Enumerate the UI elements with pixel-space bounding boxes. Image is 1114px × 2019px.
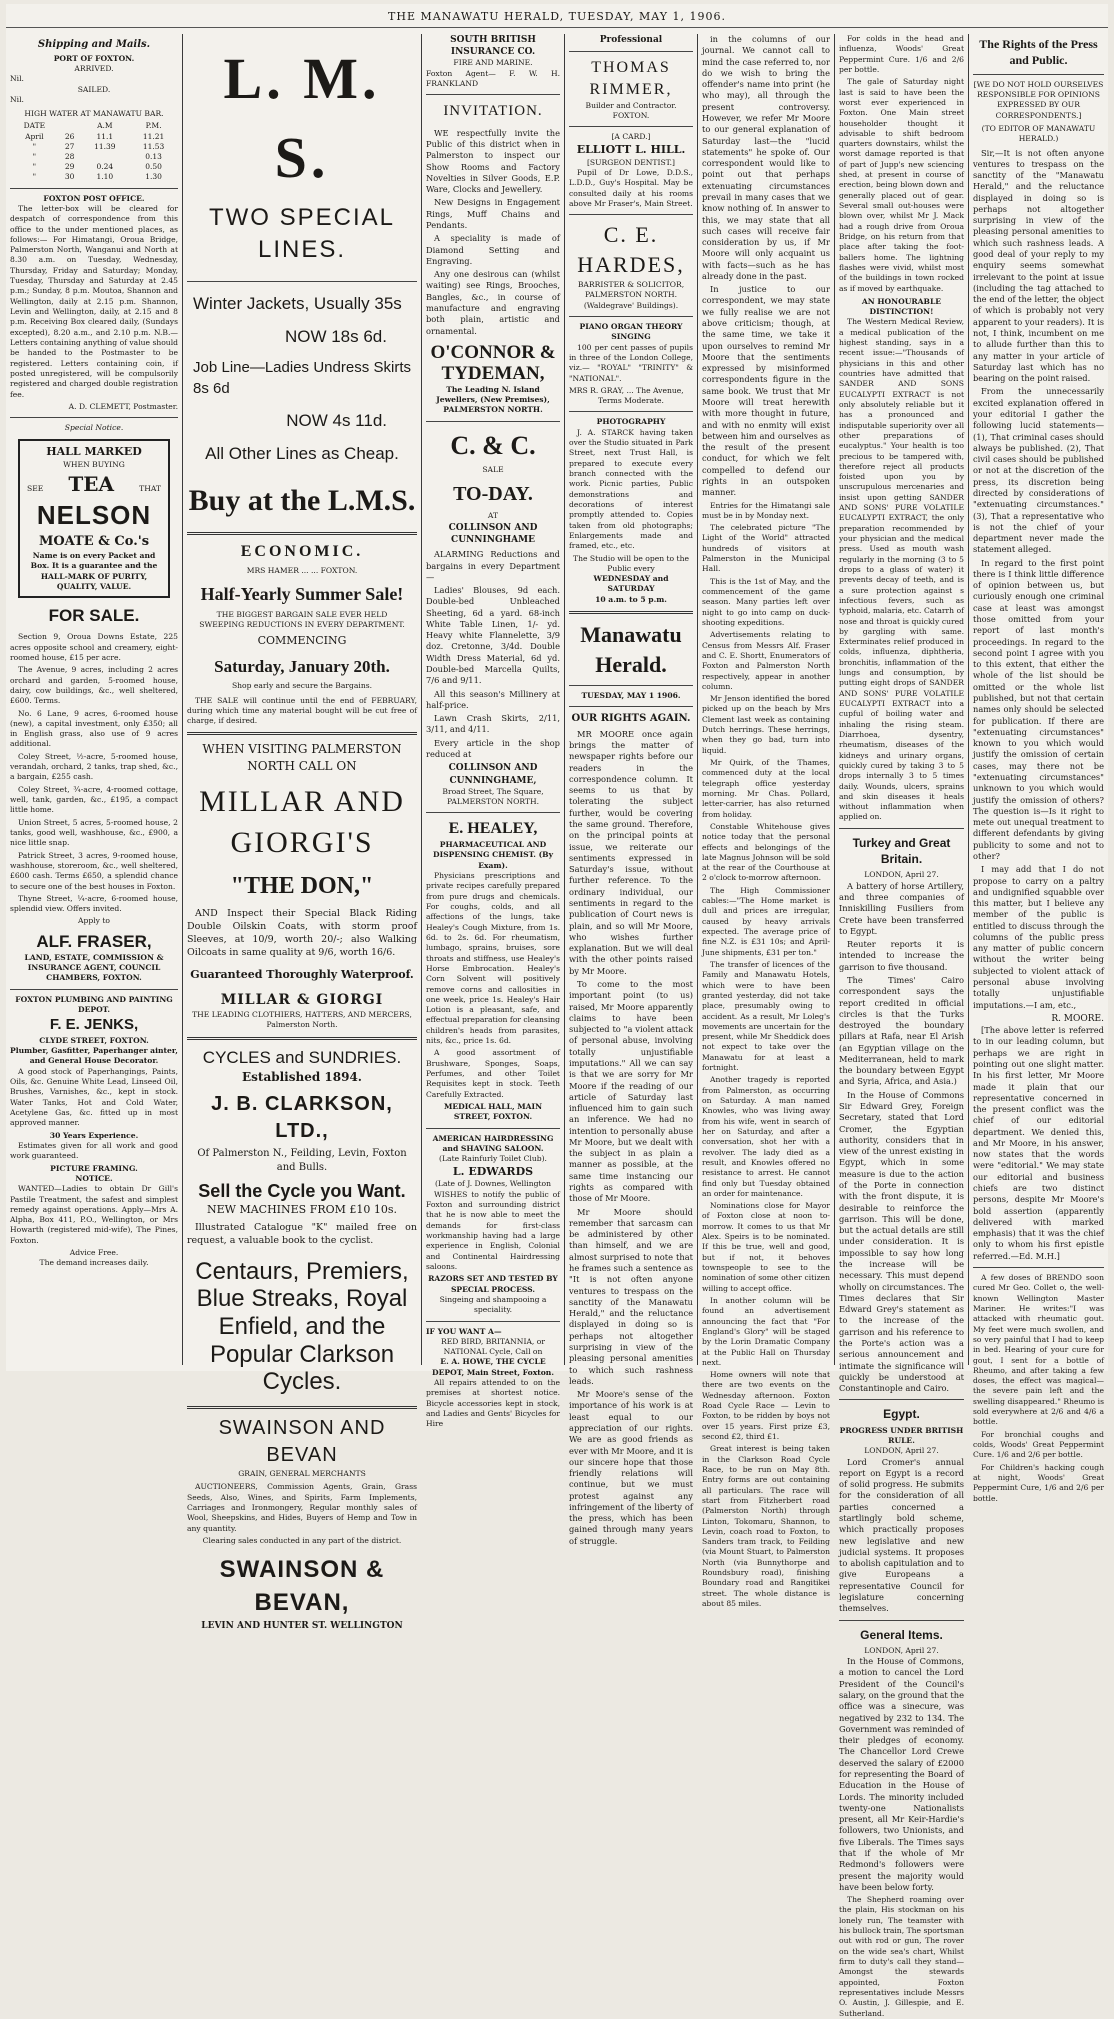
- news-paragraph: Constable Whitehouse gives notice today that the personal effects and belongings of the late Magnus Johnson will be sold at the rear of the Courthouse at 2 o'clock to-morrow afternoon.: [702, 821, 830, 883]
- editorial-paragraph: Mr Moore should remember that sarcasm can be administered by other than himself, and we are almost surprised to note that he frames such a sentence as "It is not often anyone ventures to trespass on the sanctity of the Manawatu Herald," and the reluctance displayed in doing so is perhaps not altogether surprising in view of the pleasing personal amenities to which such rashness leads.: [569, 1206, 693, 1386]
- tide-cell: 11.53: [142, 141, 165, 151]
- tide-cell: 26: [64, 131, 75, 141]
- healey-name: E. HEALEY,: [448, 820, 538, 838]
- column-local-news: [698, 34, 834, 1609]
- waterproof: Guaranteed Thoroughly Waterproof.: [190, 967, 414, 981]
- divider: [569, 214, 693, 215]
- jackets-line: Winter Jackets, Usually 35s: [193, 294, 402, 313]
- divider: [839, 1620, 964, 1621]
- divider: [187, 281, 417, 282]
- tide-header-cell: [59, 121, 81, 131]
- hamer-line: MRS HAMER ... ... FOXTON.: [246, 565, 358, 575]
- column-correspondence: [969, 34, 1108, 1503]
- mg-address: Palmerston North.: [266, 1020, 338, 1030]
- tide-cell: 30: [64, 172, 75, 182]
- news-paragraph: The transfer of licences of the Family and Manawatu Hotels, which were to have been granted yesterday, did not take place, presumably owing to accident. As a result, Mr Loleg's movements are uncertain for the present, while Mr Sheddick does not expect to take over the Manawatu for at least a fortnight.: [702, 959, 830, 1073]
- new-designs: New Designs in Engagement Rings, Muff Chains and Pendants.: [426, 197, 560, 231]
- jackets-price: NOW 18s 6d.: [284, 327, 387, 347]
- masthead: [6, 6, 1108, 28]
- any-one: Any one desirous can (whilst waiting) see Rings, Brooches, Bangles, &c., in course of manufacture and engraving both plain, artistic and ornamental.: [426, 269, 560, 336]
- general-paragraph: In the House of Commons, a motion to cancel the Lord President of the Council's salary, on the ground that the office was a sinecure, was negatived by 232 to 134. The Government was reminded of their pledges of economy. The Chancellor Lord Crewe deserved the salary of £2000 for representing the Board of Education in the House of Lords. The minority included twenty-one Nationalists present, all Mr Keir-Hardie's followers, two Unionists, and five Liberals. The Times says that if the whole of Mr Redmond's followers were present the majority would have been below forty.: [839, 1656, 964, 1892]
- jenks-name: F. E. JENKS,: [49, 1016, 139, 1034]
- column-jewellers-and-chemist: [422, 34, 564, 1429]
- other-lines: All Other Lines as Cheap.: [205, 444, 399, 464]
- sale-item: Union Street, 5 acres, 5-roomed house, 2 tanks, good well, washhouse, &c., £900, a nice little snap.: [10, 817, 178, 848]
- swainson-subtitle: GRAIN, GENERAL MERCHANTS: [238, 1469, 366, 1479]
- nelson-tea-line: [23, 471, 165, 498]
- invitation-text: WE respectfully invite the Public of this district when in Palmerston to inspect our Show Rooms and Factory Novelties in Silver Goods, E.P. Ware, Clocks and Jewellery.: [426, 127, 560, 195]
- tide-row: [10, 162, 178, 172]
- job-line: Job Line—Ladies Undress Skirts 8s 6d: [193, 359, 411, 397]
- news-paragraph: in the columns of our journal. We cannot call to mind the case referred to, nor do we wish to bring the offender's name into print (he who may), all through the present controversy. However, we refer Mr Moore to our general explanation of Saturday last—the "lucid statements" he spoke of. Our correspondent would like to point out that perhaps extenuating circumstances prevail in many cases that we know nothing of. In answer to this, we may state that all such cases will receive fair consideration by us, if Mr Moore will only acquaint us with facts—such as he has already done in the past.: [702, 34, 830, 281]
- medical-hall: MEDICAL HALL, MAIN STREET, FOXTON.: [443, 1101, 543, 1122]
- news-paragraph: In justice to our correspondent, we may state we fully realise we are not above criticism; though, at the same time, we take it upon ourselves to remind Mr Moore that the sentiments expressed by misinformed correspondents figure in the same book. We trust that Mr Moore will treat herewith with more thought in future, and with no enmity will exist between him and ourselves as the result of the present conduct, for which we felt compelled to defend our rights in an outspoken manner.: [702, 284, 830, 498]
- special-notice: Special Notice.: [64, 423, 124, 433]
- repairs: All repairs attended to on the premises at shortest notice. Bicycle accessories kept in stock, and Ladies and Gents' Bicycles for Hire: [426, 1378, 560, 1429]
- rimmer-address: FOXTON.: [612, 111, 650, 121]
- nelson-small: Name is on every Packet and Box. It is a guarantee and the HALL-MARK OF PURITY, QUALITY, VALUE.: [30, 550, 158, 591]
- general-paragraph: The Shepherd roaming over the plain, His stockman on his lonely run, The teamster with his bullock train, The sportsman out with rod or gun, The rover on the wide sea's chart, Whilst firm to duty's call they stand—Amongst the stewards appointed, Foxton representatives include Messrs O. Austin, J. Gillespie, and E. Sutherland.: [839, 1895, 964, 2018]
- tide-row: [10, 152, 178, 162]
- letter-paragraph: From the unnecessarily excited explanation offered in your editorial I gather the following lucid statements—(1), That criminal cases should always be published. (2), That civil cases should be published or not at the discretion of the press, its discretion being directed by considerations of "extenuating circumstances." (3), That a representative who is not the chief of your department never made the statement alleged.: [973, 386, 1104, 555]
- divider: [10, 417, 178, 418]
- editor-note: [The above letter is referred to in our leading column, but perhaps we are right in pointing out one slight matter. In his first letter, Mr Moore made it plain that our representative concerned in the present conflict was the chief of our editorial department. We denied this, and Mr Moore, in his answer, now states that the words were "editorial." We may state our editorial and business chiefs are two distinct persons, despite Mr Moore's bold assertion (apparently delivered with marked emphasis) that it was the chief only to whom his first epistle referred.—Ed. M.H.]: [973, 1025, 1104, 1261]
- news-paragraph: The High Commissioner cables:—"The Home market is dull and prices are irregular, caused by heavy arrivals expected. The average price of fine N.Z. is £31 10s; and April-June shipments, £31 per ton.": [702, 885, 830, 957]
- divider: [569, 685, 693, 686]
- sbi-heading: SOUTH BRITISH INSURANCE CO.: [450, 35, 536, 58]
- hairdressing-heading: AMERICAN HAIRDRESSING and SHAVING SALOON.: [432, 1133, 554, 1153]
- cc-title: C. & C.: [450, 430, 536, 460]
- tide-cell: 28: [64, 152, 75, 162]
- cc-name: COLLINSON AND CUNNINGHAME: [448, 522, 538, 545]
- dentist-label: [SURGEON DENTIST.]: [586, 157, 676, 167]
- for-sale-heading: FOR SALE.: [48, 606, 140, 626]
- divider: [10, 188, 178, 189]
- sale-item: Coley Street, ½-acre, 5-roomed house, verandah, orchard, 2 tanks, trap shed, &c., a bargain, £255 cash.: [10, 751, 178, 782]
- professional-heading: Professional: [599, 35, 663, 45]
- rimmer-subtitle: Builder and Contractor.: [585, 100, 677, 110]
- jenks-address: CLYDE STREET, FOXTON.: [39, 1035, 149, 1045]
- sale-item: Patrick Street, 3 acres, 9-roomed house, washhouse, storeroom, &c., well sheltered, £600 cash. Terms £650, a splendid chance to secure one of the best houses in Foxton.: [10, 850, 178, 891]
- don-text: AND Inspect their Special Black Riding Double Oilskin Coats, with storm proof Sleeves, at 10/9, worth 20/-; also Walking Oilcoats in same quality at 9/6, worth 16/6.: [187, 908, 417, 959]
- divider: [187, 732, 417, 735]
- studio-days: WEDNESDAY and SATURDAY: [593, 574, 669, 594]
- disclaimer: [WE DO NOT HOLD OURSELVES RESPONSIBLE FOR OPINIONS EXPRESSED BY OUR CORRESPONDENTS.]: [973, 79, 1104, 120]
- hardes-subtitle: BARRISTER & SOLICITOR, PALMERSTON NORTH.: [577, 280, 685, 300]
- tide-header-row: [10, 121, 178, 131]
- postmaster: A. D. CLEMETT, Postmaster.: [68, 401, 178, 411]
- invitation-heading: INVITATION.: [443, 103, 543, 120]
- lms-subtitle: TWO SPECIAL LINES.: [208, 203, 396, 264]
- tide-cell: 0.24: [96, 162, 114, 172]
- correspondence-title: The Rights of the Press and Public.: [979, 37, 1098, 68]
- cc-items: Ladies' Blouses, 9d each. Double-bed Unbleached Sheeting, 6d a yard. 68-inch White Table Linen, 1/- yd. Heavy white Flannelette, 3/9 doz. Cretonne, 3/4d. Double Width Dress Material, 6d yd. Double-bed Marcella Quilts, 7/6 and 9/11.: [426, 585, 560, 686]
- tide-cell: ": [32, 152, 37, 162]
- tide-cell: 1.30: [145, 172, 162, 182]
- nelson-moate: MOATE & Co.'s: [38, 534, 150, 550]
- divider: [973, 1267, 1104, 1268]
- news-paragraph: Advertisements relating to Census from Messrs Alf. Fraser and C. E. Shortt, Enumerators of Foxton and Palmerston North respectively, appear in another column.: [702, 630, 830, 691]
- cycle-brands-list: RED BIRD, BRITANNIA, or NATIONAL Cycle, Call on: [441, 1336, 545, 1357]
- cycle-brands: Centaurs, Premiers, Blue Streaks, Royal Enfield, and the Popular Clarkson Cycles.: [195, 1257, 409, 1396]
- mg-description: THE LEADING CLOTHIERS, HATTERS, AND MERCERS,: [192, 1009, 412, 1019]
- music-text: 100 per cent passes of pupils in three of the London College, viz.— "ROYAL" "TRINITY" & "NATIONAL".: [569, 342, 693, 383]
- news-paragraph: Great interest is being taken in the Clarkson Road Cycle Race, to be run on May 8th. Entry forms are out containing all particulars. The race will start from Fitzherbert road (Palmerston North) through Linton, Tokomaru, Shannon, to Levin, coach road to Foxton, to Sanders tram track, to Feilding (via Mount Stuart, to Palmerston North (via Bunnythorpe and Roundsbury road), finishing Boundary road and Rangitikei street. The whole distance is about 85 miles.: [702, 1444, 830, 1609]
- terms: Terms Moderate.: [598, 396, 664, 406]
- hairdressing-late: (Late Rainfurly Toilet Club).: [439, 1154, 547, 1164]
- shipping-heading: Shipping and Mails.: [37, 39, 151, 50]
- divider: [569, 316, 693, 317]
- nelson-hall: HALL MARKED: [46, 445, 142, 459]
- jenks-trade: Plumber, Gasfitter, Paperhanger ainter, and General House Decorator.: [10, 1046, 178, 1066]
- framing: PICTURE FRAMING.: [50, 1163, 138, 1173]
- editorial-paragraph: MR MOORE once again brings the matter of newspaper rights before our readers in the correspondence column. It seems to us that by tolerating the subject further, would be covering the same ground. Therefore, on the principal points at issue, we reiterate our sentiments expressed in Saturday's issue, without further reference. To the ordinary individual, our sentiments in regard to the publication of Court news is plain, and so will Mr Moore, who wishes further explanation. But we will deal with the other points raised by Mr Moore.: [569, 728, 693, 976]
- sailed-value: Nil.: [10, 94, 24, 104]
- apply-label: Apply to: [78, 916, 110, 926]
- nelson-tea-ad: [18, 439, 170, 598]
- swainson-bevan: SWAINSON & BEVAN,: [219, 1556, 385, 1616]
- nelson-see: SEE: [27, 483, 44, 493]
- tide-cell: [80, 152, 129, 162]
- notice-text: WANTED—Ladies to obtain Dr Gill's Pastile Treatment, the safest and simplest remedy against operations. Apply—Mrs A. Alpha, Box 411, P.O., Wellington, or Mrs Howarth (registered mid-wife), The Pines, Foxton.: [10, 1184, 178, 1245]
- arrived-value: Nil.: [10, 74, 24, 84]
- cc-address: Broad Street, The Square, PALMERSTON NORTH.: [442, 786, 544, 807]
- turkey-paragraph: Reuter reports it is intended to increase the garrison to five thousand.: [839, 939, 964, 972]
- sale-date: Saturday, January 20th.: [214, 657, 390, 677]
- oconnor-subtitle: The Leading N. Island Jewellers, (New Premises), PALMERSTON NORTH.: [436, 384, 550, 415]
- turkey-paragraph: In the House of Commons Sir Edward Grey, Foreign Secretary, stated that Lord Cromer, the Egyptian authority, considers that in view of the unrest existing in Egypt, which in some measure is due to the action of the Porte in connection with the front dispute, it is desirable to reinforce the garrison. This will be done, but the actual details are still under consideration. It is impossible to say how long the increase will be necessary. This must depend wholly on circumstances. The Times declares that Sir Edward Grey's statement as to the increase of the garrison and his reference to the Porte's action was a serious announcement and intimate the significance will quickly be understood at Constantinople and Cairo.: [839, 1089, 964, 1394]
- brushware: A good assortment of Brushware, Sponges, Soaps, Perfumes, and other Toilet Requisites kept in stock. Teeth Carefully Extracted.: [426, 1048, 560, 1099]
- brief-paragraph: For Children's hacking cough at night, Woods' Great Peppermint Cure, 1/6 and 2/6 per bottle.: [973, 1462, 1104, 1503]
- sale-item: Coley Street, ¾-acre, 4-roomed cottage, well, tank, garden, &c., £195, a compact little home.: [10, 784, 178, 815]
- nelson-when: WHEN BUYING: [63, 460, 125, 470]
- rimmer-name: THOMAS RIMMER,: [589, 59, 673, 98]
- jenks-text: A good stock of Paperhangings, Paints, Oils, &c. Genuine White Lead, Linseed Oil, Brushes, Varnishes, &c., kept in stock. Water Tanks, Hot and Cold Water, Acetylene Gas, &c. fitted up in most approved manner.: [10, 1066, 178, 1128]
- divider: [426, 812, 560, 813]
- edwards-name: L. EDWARDS: [452, 1164, 534, 1178]
- divider: [426, 1128, 560, 1129]
- divider: [973, 74, 1104, 75]
- masthead-title: THE MANAWATU HERALD, TUESDAY, MAY 1, 1906.: [388, 10, 726, 23]
- photography-heading: PHOTOGRAPHY: [596, 417, 666, 427]
- nelson-tea: TEA: [68, 471, 115, 496]
- tide-cell: ": [32, 172, 37, 182]
- sale-item: The Avenue, 9 acres, including 2 acres orchard and garden, 5-roomed house, dairy, cow buildings, &c., well sheltered, £600. Terms.: [10, 665, 178, 706]
- tide-cell: 27: [64, 141, 75, 151]
- swainson-address: LEVIN AND HUNTER ST. WELLINGTON: [201, 1620, 403, 1631]
- mg-name: MILLAR & GIORGI: [220, 991, 384, 1008]
- tide-header-cell: P.M.: [145, 121, 162, 131]
- newspaper-page: [6, 4, 1108, 2018]
- news-paragraph: The celebrated picture "The Light of the World" attracted hundreds of visitors at Palmerston in the Municipal Hall.: [702, 523, 830, 574]
- divider: [426, 1321, 560, 1322]
- studio-hours: 10 a.m. to 5 p.m.: [595, 594, 667, 604]
- turkey-paragraph: The Times' Cairo correspondent says the report credited in official circles is that the Turks destroyed the boundary pillars at Rafa, near El Arish (an Egyptian village on the Mediterranean, held to mark the boundary between Egypt and Syria, Africa, and Asia.): [839, 974, 964, 1087]
- sailed-label: SAILED.: [77, 84, 111, 94]
- arrived-label: ARRIVED.: [74, 63, 114, 73]
- oconnor-title: O'CONNOR & TYDEMAN,: [430, 341, 556, 384]
- gray-line: MRS R. GRAY, ... The Avenue,: [569, 385, 684, 395]
- column-shipping-and-sale: [6, 34, 182, 1365]
- brief-paragraph: A few doses of BRENDO soon cured Mr Geo. Collet o, the well-known Wellington Master Mariner. He writes:"I was attacked with rheumatic gout. My feet were much swollen, and so very painful that I had to keep in bed. Hearing of your cure for gout, I sent for a bottle of Rheumo, and after taking a few doses, the effect was magical—the severe pain left and the swelling disappeared." Rheumo is sold everywhere at 2/6 and 4/6 a bottle.: [973, 1273, 1104, 1427]
- visiting: WHEN VISITING PALMERSTON NORTH CALL ON: [202, 742, 402, 773]
- cc-alarming: ALARMING Reductions and bargains in every Department—: [426, 549, 560, 582]
- tide-cell: 11.39: [94, 141, 116, 151]
- tide-cell: 1.10: [96, 172, 114, 182]
- tide-table: [10, 121, 178, 182]
- notice-heading: NOTICE.: [75, 1173, 113, 1183]
- commencing: COMMENCING: [257, 634, 347, 648]
- editorial-paragraph: Mr Moore's sense of the importance of his work is at least equal to our appreciation of our rights. We are as good friends as ever with Mr Moore, and it is our sincere hope that those friendly relations will continue, but we must protest against any infringement of the liberty of the press, which has been gained through many years of struggle.: [569, 1389, 693, 1546]
- healey-text: Physicians prescriptions and private recipes carefully prepared from pure drugs and chemicals. For coughs, colds, and all affections of the lungs, take Healey's Cough Mixture, from 1s. 6d. to 2s. 6d. For rheumatism, lumbago, sprains, bruises, sore throats and stiffness, use Healey's Horse Embrocation. Healey's Corn Solvent will positively remove corns and callosities in one week, price 1s. Healey's Hair Lotion is a pleasant, safe, and effectual preparation for cleansing children's heads from parasites, nits, &c., price 1s. 6d.: [426, 871, 560, 1046]
- column-cable-news: [835, 34, 968, 2018]
- divider: [426, 94, 560, 95]
- fraser-name: ALF. FRASER,: [36, 931, 152, 951]
- clarkson-address: Of Palmerston N., Feilding, Levin, Foxton and Bulls.: [197, 1148, 407, 1173]
- herald-title: Manawatu Herald.: [580, 622, 682, 677]
- tide-cell: 29: [64, 162, 75, 172]
- sweeping: SWEEPING REDUCTIONS IN EVERY DEPARTMENT.: [199, 619, 405, 629]
- cycles-heading: CYCLES and SUNDRIES.: [202, 1047, 402, 1067]
- buy-at-lms: Buy at the L.M.S.: [188, 484, 416, 518]
- egypt-dateline: LONDON, April 27.: [864, 1446, 939, 1456]
- news-paragraph: Home owners will note that there are two events on the Wednesday afternoon. Foxton Road Cycle Race — Levin to Foxton, to be ridden by boys not over 15 years. First prize £3, second £2, third £1.: [702, 1370, 830, 1442]
- fraser-description: LAND, ESTATE, COMMISSION & INSURANCE AGENT, COUNCIL CHAMBERS, FOXTON.: [24, 952, 164, 983]
- singeing: Singeing and shampooing a speciality.: [439, 1294, 547, 1315]
- news-paragraph: Nominations close for Mayor of Foxton close at noon to-morrow. It comes to us that Mr Alex. Speirs is to be nominated. If this be true, well and good, but if not, it behoves townspeople to see to the nomination of some other citizen willing to accept office.: [702, 1201, 830, 1293]
- divider: [839, 1399, 964, 1400]
- cc-today: TO-DAY.: [453, 483, 533, 506]
- tide-row: [10, 142, 178, 152]
- tide-cell: 0.50: [145, 162, 162, 172]
- tide-cell: ": [32, 141, 37, 151]
- new-machines: NEW MACHINES FROM £10 10s.: [206, 1203, 398, 1217]
- sbi-agent: Foxton Agent— F. W. H. FRANKLAND: [426, 68, 560, 89]
- hill-name: ELLIOTT L. HILL.: [576, 142, 686, 156]
- editorial-date: TUESDAY, MAY 1 1906.: [581, 690, 681, 700]
- divider: [569, 611, 693, 614]
- howe: E. A. HOWE, THE CYCLE DEPOT, Main Street, Foxton.: [432, 1357, 554, 1377]
- tide-row: [10, 132, 178, 142]
- news-paragraph: This is the 1st of May, and the commencement of the game season. Many parties left over night to go into camp on duck-shooting expeditions.: [702, 576, 830, 627]
- if-you-want: IF YOU WANT A—: [426, 1326, 502, 1336]
- sale-item: No. 6 Lane, 9 acres, 6-roomed house (new), a capital investment, only £350; all in English grass, also use of 9 acres additional.: [10, 708, 178, 749]
- cc-at: AT: [487, 511, 499, 521]
- sell-cycle: Sell the Cycle you Want.: [198, 1180, 406, 1201]
- tide-cell: ": [32, 162, 37, 172]
- cc-name-2: COLLINSON AND CUNNINGHAME,: [448, 763, 538, 786]
- auctioneers-text: AUCTIONEERS, Commission Agents, Grain, Grass Seeds, Also, Wines, and Spirits, Farm Implements, Carriages and Ironmongery, Regular monthly sales of Wool, Sheepskins, and Hides, Buyers of Hemp and Tow in any quantity.: [187, 1482, 417, 1533]
- news-paragraph: Mr Jenson identified the bored picked up on the beach by Mrs Clement last week as containing Dutch herrings. These herrings, when they go bad, turn into liquid.: [702, 694, 830, 755]
- column-professional-and-editorial: [565, 34, 697, 1546]
- divider: [569, 126, 693, 127]
- hardes-name: C. E. HARDES,: [577, 222, 685, 278]
- general-dateline: LONDON, April 27.: [864, 1645, 939, 1655]
- economic-heading: ECONOMIC.: [240, 543, 364, 561]
- edwards-text: WISHES to notify the public of Foxton and surrounding district that he is now able to meet the demands for first-class workmanship having had a large experience in English, Colonial and Continental Hairdressing saloons.: [426, 1189, 560, 1271]
- giorgi-title: MILLAR AND GIORGI'S: [199, 785, 405, 859]
- swainson-title: SWAINSON AND BEVAN: [218, 1416, 386, 1466]
- photography-text: J. A. STARCK having taken over the Studio situated in Park Street, next Trust Hall, is prepared to execute every branch connected with the work. Picnic parties, Public demonstrations and decorations of interest promptly attended to. Copies taken from old photographs; Enlargements made and framed, etc., etc.: [569, 427, 693, 551]
- editorial-paragraph: To come to the most important point (to us) raised, Mr Moore apparently claims to have been subjected to "a violent attack of personal abuse, involving totally unjustifiable imputations." All we can say is that we are sorry for Mr Moore if the reading of our article of Saturday last influenced him to gain such an inference. We had no intention to personally abuse Mr Moore, but we dealt with the subject in as plain a manner as possible, at the same time instancing our rights as compared with those of Mr Moore.: [569, 978, 693, 1204]
- divider: [187, 1037, 417, 1040]
- lms-title: L. M. S.: [223, 46, 381, 190]
- hardes-address: (Waldegrave' Buildings).: [583, 300, 679, 310]
- tide-cell: 11.1: [96, 131, 114, 141]
- news-paragraph: Mr Quirk, of the Thames, commenced duty at the local telegraph office yesterday morning. Mr Chas. Pollard, letter-carrier, has also returned from holiday.: [702, 758, 830, 819]
- letter-paragraph: In regard to the first point there is I think little difference of opinion between us, but curiously enough one criminal case at least was amongst those omitted from your report of last month's proceedings. In regard to the second point I agree with you to this extent, that either the whole of the list should be omitted or the whole list published, but not that certain names only should be selected for publication. If there are "extenuating circumstances" known to you which would justify the omission of certain cases, may there not be "extenuating circumstances" unknown to you which would justify the omission of others? The question is—Is it right to mete out unequal treatment to different defendants by giving publicity to some and not to other?: [973, 557, 1104, 861]
- tide-cell: 11.21: [142, 131, 165, 141]
- hill-text: Pupil of Dr Lowe, D.D.S., L.D.D., Guy's Hospital. May be consulted daily at his rooms above Mr Fraser's, Main Street.: [569, 167, 693, 208]
- to-editor: (TO EDITOR OF MANAWATU HERALD.): [981, 123, 1096, 144]
- tide-header-cell: DATE: [23, 121, 46, 131]
- clearing-sales: Clearing sales conducted in any part of the district.: [202, 1536, 402, 1545]
- turkey-heading: Turkey and Great Britain.: [852, 835, 951, 867]
- cc-sale: SALE: [482, 464, 504, 474]
- sale-item: Thyne Street, ¼-acre, 6-roomed house, splendid view. Offers invited.: [10, 893, 178, 914]
- edwards-late: (Late of J. Downes, Wellington: [434, 1179, 552, 1189]
- tide-row: [10, 172, 178, 182]
- summer-sale: Half-Yearly Summer Sale!: [200, 584, 404, 605]
- news-paragraph: Another tragedy is reported from Palmerston, as occurring on Saturday. A man named Knowles, who was living away from his wife, went in search of her on Saturday, and after a conversation, shot her with a revolver. The lady died as a result, and Knowles offered no resistance to arrest. He cannot find only but Tuesday obtained an order for maintenance.: [702, 1075, 830, 1198]
- shop-early: Shop early and secure the Bargains.: [231, 681, 373, 691]
- cc-lawn: Lawn Crash Skirts, 2/11, 3/11, and 4/11.: [426, 713, 560, 735]
- nelson-that: THAT: [139, 483, 161, 493]
- tide-cell: 0.13: [145, 152, 162, 162]
- divider: [569, 706, 693, 707]
- tide-header-cell: A.M: [97, 121, 113, 131]
- news-paragraph: For colds in the head and influenza, Woods' Great Peppermint Cure. 1/6 and 2/6 per bottle.: [839, 34, 964, 74]
- experience: 30 Years Experience.: [49, 1130, 139, 1140]
- speciality: A speciality is made of Diamond Setting and Engraving.: [426, 233, 560, 266]
- estimates: Estimates given for all work and good work guaranteed.: [10, 1140, 178, 1161]
- established: Established 1894.: [242, 1069, 362, 1084]
- news-paragraph: In another column will be found an advertisement announcing the fact that "For England's Glory" will be staged by the Lorin Dramatic Company at the Public Hall on Thursday next.: [702, 1295, 830, 1367]
- sale-continue: THE SALE will continue until the end of FEBRUARY, during which time any material bought will be cut free of charge, if desired.: [187, 695, 417, 726]
- divider: [187, 1406, 417, 1409]
- tide-cell: April: [25, 131, 44, 141]
- divider: [839, 828, 964, 829]
- bigger-sale: THE BIGGEST BARGAIN SALE EVER HELD: [216, 609, 388, 619]
- advice: Advice Free.: [69, 1248, 119, 1258]
- turkey-dateline: LONDON, April 27.: [864, 870, 939, 880]
- divider: [569, 51, 693, 52]
- razors: RAZORS SET AND TESTED BY SPECIAL PROCESS.: [428, 1274, 558, 1294]
- general-items-heading: General Items.: [860, 1627, 943, 1642]
- cc-millinery: All this season's Millinery at half-price.: [426, 688, 560, 710]
- divider: [569, 411, 693, 412]
- column-display-ads: [183, 34, 421, 1631]
- job-price: NOW 4s 11d.: [286, 411, 387, 430]
- divider: [426, 421, 560, 422]
- divider: [187, 532, 417, 535]
- sale-item: Section 9, Oroua Downs Estate, 225 acres opposite school and creamery, eight-roomed house, £15 per acre.: [10, 632, 178, 662]
- distinction-text: The Western Medical Review, a medical publication of the highest standing, says in a recent issue:—"Thousands of physicians in this and other countries have admitted that SANDER AND SONS EUCALYPTI EXTRACT is not only absolutely reliable but it has a pronounced and indisputable superiority over all other preparations of eucalyptus." Your health is too precious to be tampered with, therefore reject all products foisted upon you by unscrupulous mercenaries and insist upon getting SANDER AND SONS' PURE VOLATILE EUCALYPTI EXTRACT, the only preparation recommended by your physician and the medical press. Used as mouth wash regularly in the morning (3 to 5 drops to a glass of water) it prevents decay of teeth, and is a sure protection against s infectious fevers, such as typhoid, malaria, etc. Catarrh of nose and throat is quickly cured by gargling with same. Exterminates relief produced in colds, influenza, diphtheria, bronchitis, inflammation of the lungs and consumption, by putting eight drops of SANDER AND SONS' PURE VOLATILE EUCALYPTI EXTRACT into a cupful of boiling water and inhaling the rising steam. Diarrhoea, dysentry, rheumatism, diseases of the kidneys and urinary organs, quickly cured by taking 3 to 5 drops internally 3 to 5 times daily. Wounds, ulcers, sprains and skin diseases it heals without inflammation when applied on.: [839, 317, 964, 822]
- turkey-paragraph: A battery of horse Artillery, and three companies of Inniskilling Fusiliers from Crete have been transferred to Egypt.: [839, 880, 964, 936]
- divider: [10, 989, 178, 990]
- port-heading: PORT OF FOXTON.: [53, 53, 135, 63]
- news-paragraph: Entries for the Himatangi sale must be in by Monday next.: [702, 500, 830, 520]
- brief-paragraph: For bronchial coughs and colds, Woods' Great Peppermint Cure. 1/6 and 2/6 per bottle.: [973, 1429, 1104, 1460]
- sbi-subtitle: FIRE AND MARINE.: [453, 58, 533, 68]
- post-office-heading: FOXTON POST OFFICE.: [43, 193, 145, 203]
- editorial-title: OUR RIGHTS AGAIN.: [571, 713, 691, 725]
- egypt-subheading: PROGRESS UNDER BRITISH RULE.: [839, 1425, 964, 1445]
- demand: The demand increases daily.: [39, 1258, 149, 1268]
- letter-paragraph: I may add that I do not propose to carry on a paltry and undignified squabble over this matter, but I believe any member of the public is entitled to discuss through the columns of the public press any matter of public concern without the writer being subjected to violent attack of personal abuse involving totally unjustifiable imputations.—I am, etc.,: [973, 864, 1104, 1010]
- catalogue: Illustrated Catalogue "K" mailed free on request, a valuable book to the cyclist.: [187, 1221, 417, 1246]
- egypt-paragraph: Lord Cromer's annual report on Egypt is a record of solid progress. He submits for the consideration of all parties concerned a startlingly bold scheme, which practically proposes new legislative and new judicial systems. It proposes to abolish capitulation and to give Europeans a representative Council for legislature concerning themselves.: [839, 1456, 964, 1614]
- music-heading: PIANO ORGAN THEORY SINGING: [579, 321, 683, 342]
- news-paragraph: The gale of Saturday night last is said to have been the worst ever experienced in Foxton. One Main street householder thought it advisable to shift bedroom quarters downstairs, whilst the worst damage reported is that of part of Jupp's new sciencing shed, at present in course of erection, being blown down and generally placed out of gear. Several small out-houses were blown over, whilst Mr J. Mack had a rough drive from Oroua Bridge, on his return from that place after taking the foot-ballers home. The lightning flashes were vivid, whilst most of the buildings in town rocked as if moved by earthquake.: [839, 77, 964, 293]
- plumbing-heading: FOXTON PLUMBING AND PAINTING DEPOT.: [15, 994, 173, 1015]
- card-label: [A CARD.]: [611, 132, 651, 142]
- healey-subtitle: PHARMACEUTICAL AND DISPENSING CHEMIST. (By Exam).: [433, 840, 553, 870]
- letter-signature: R. MOORE.: [1051, 1013, 1104, 1024]
- studio-open: The Studio will be open to the Public every: [573, 553, 689, 573]
- egypt-heading: Egypt.: [883, 1407, 920, 1422]
- nelson-brand: NELSON: [36, 499, 152, 530]
- the-don: "THE DON,": [230, 872, 374, 899]
- clarkson-name: J. B. CLARKSON, LTD.,: [211, 1092, 393, 1143]
- high-water-heading: HIGH WATER AT MANAWATU BAR.: [24, 109, 164, 119]
- distinction-heading: AN HONOURABLE DISTINCTION!: [861, 296, 942, 317]
- letter-paragraph: Sir,—It is not often anyone ventures to trespass on the sanctity of the "Manawatu Herald," and the reluctance displayed in doing so is perhaps not altogether surprising in view of the pleasing personal amenities to which such rashness leads. A good deal of your reply to my enquiry seems somewhat irrelevant to the point at issue (including the tag attached to the end of the letter, the object of which is probably not very apparent to your readers). It is not, I think, incumbent on me to allude further than this to any matter in your article of Saturday last which has no bearing on the point raised.: [973, 147, 1104, 384]
- post-office-text: The letter-box will be cleared for despatch of correspondence from this office to the under mentioned places, as follows:— For Himatangi, Oroua Bridge, Palmerston North, Wanganui and North at 8.30 a.m. on Tuesday, Wednesday, Thursday, Friday and Saturday; Monday, Tuesday, Thursday and Saturday at 2.45 p.m.; Sunday, 8 p.m. Moutoa, Shannon and Wellington, daily at 2.15 p.m. Shannon, Levin and Wellington, daily, at 2.15 and 8 p.m. Receiving Box cleared daily, (Sundays excepted), 8.20 a.m., and 2.10 p.m. N.B.—Letters containing anything of value should be handed to the Postmaster to be registered. Letters containing coin, if posted unregistered, will be compulsorily registered and charged double registration fee.: [10, 203, 178, 399]
- cc-every: Every article in the shop reduced at: [426, 737, 560, 759]
